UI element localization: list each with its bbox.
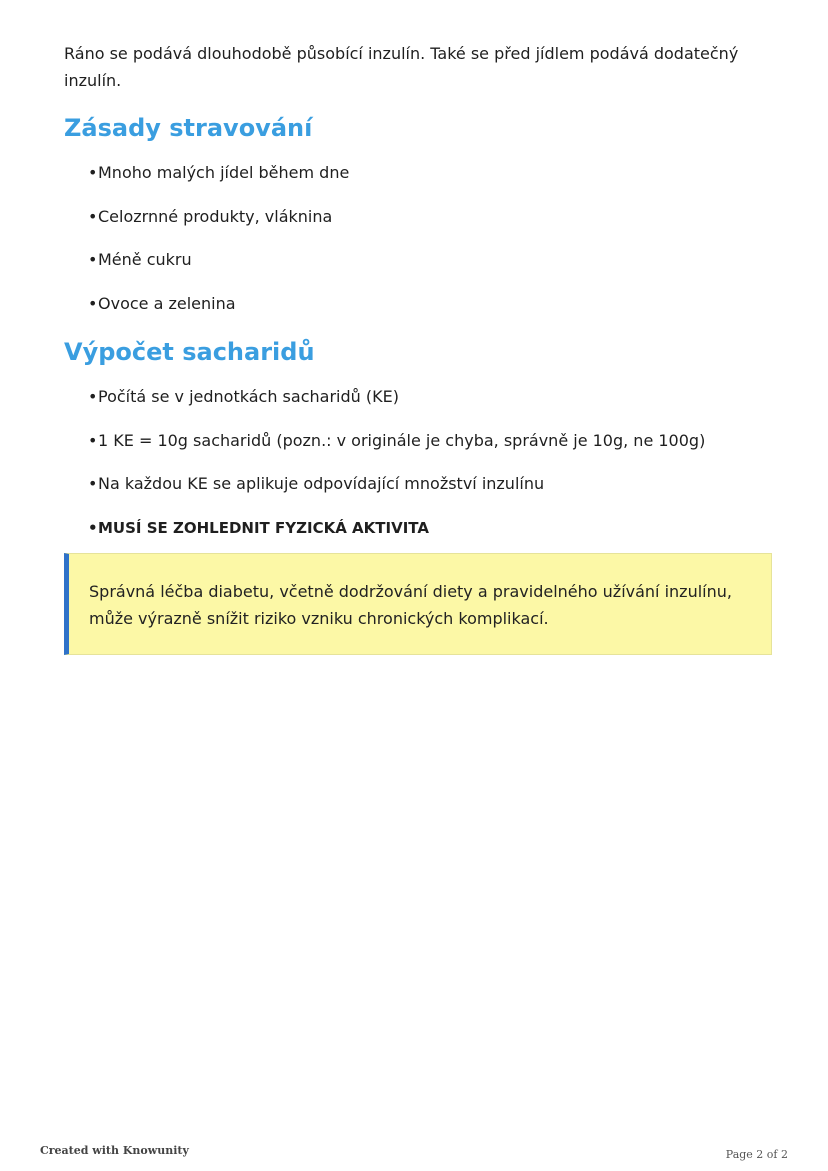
section-title-carb-calculation: Výpočet sacharidů [64,338,315,366]
list-item [88,428,705,454]
bullet-icon: • [88,474,98,493]
bullet-icon: • [88,206,98,226]
list-item-text: 1 KE = 10g sacharidů (pozn.: v originále je chyba, správně je 10g, ne 100g) [98,430,706,450]
list-item [88,471,705,497]
list-item-text: Na každou KE se aplikuje odpovídající množství inzulínu [98,474,545,493]
callout-box: Správná léčba diabetu, včetně dodržování diety a pravidelného užívání inzulínu, může výrazně snížit riziko vzniku chronických komplikací. [64,553,772,655]
eating-principles-list [88,160,349,334]
list-item-text: Mnoho malých jídel během dne [98,163,350,182]
bullet-icon: • [88,250,98,269]
intro-paragraph: Ráno se podává dlouhodobě působící inzulín. Také se před jídlem podává dodatečný inzulín. [64,44,739,90]
list-item-text: Méně cukru [98,250,192,269]
list-item [88,160,349,186]
list-item-text: Ovoce a zelenina [98,293,236,313]
bullet-icon: • [88,293,98,313]
list-item-emphasis [88,515,705,541]
list-item-text: MUSÍ SE ZOHLEDNIT FYZICKÁ AKTIVITA [98,518,429,537]
list-item-text: Počítá se v jednotkách sacharidů (KE) [98,387,399,406]
list-item [88,291,349,317]
bullet-icon: • [88,518,98,537]
section-title-eating-principles: Zásady stravování [64,114,313,142]
list-item-text: Celozrnné produkty, vláknina [98,206,333,226]
carb-calculation-list [88,384,705,558]
footer-page-number: Page 2 of 2 [725,1148,788,1161]
list-item [88,384,705,410]
footer-created-with: Created with Knowunity [40,1144,189,1157]
list-item [88,247,349,273]
list-item [88,204,349,230]
bullet-icon: • [88,387,98,406]
bullet-icon: • [88,430,98,450]
bullet-icon: • [88,163,98,182]
